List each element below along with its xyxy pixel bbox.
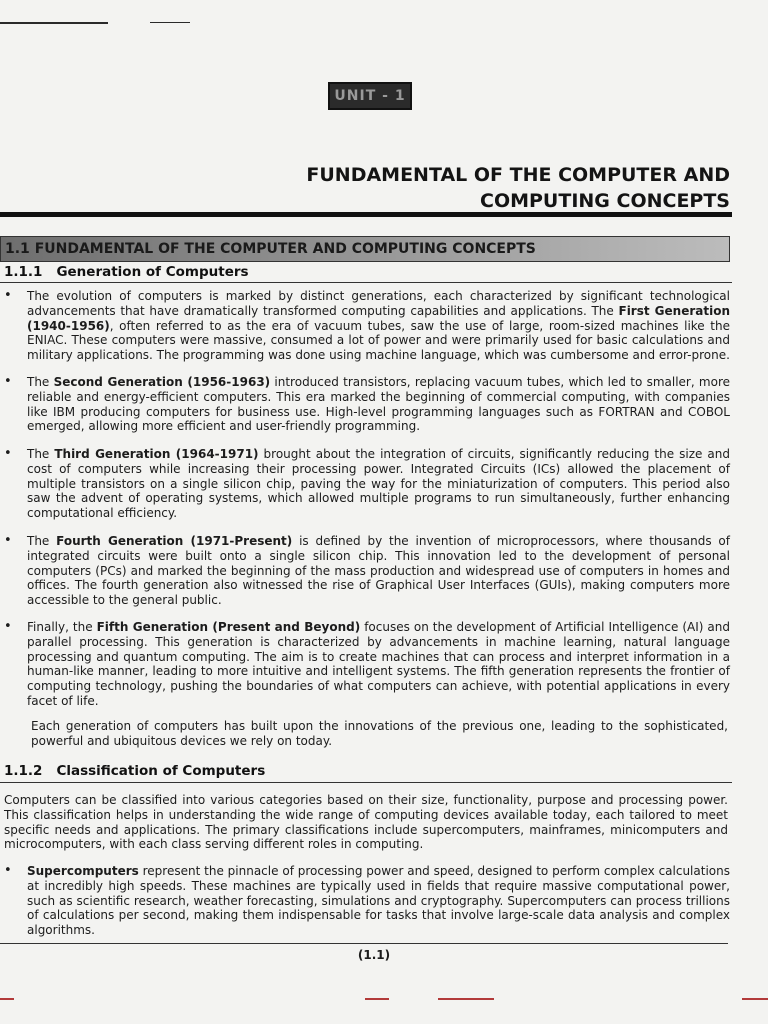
subsection-number: 1.1.2: [4, 763, 43, 779]
bottom-edge-mark: [438, 998, 494, 1000]
subsection-heading: [4, 264, 249, 280]
list-item: [0, 864, 730, 938]
unit-badge: UNIT - 1: [328, 82, 412, 110]
list-item-text: Supercomputers represent the pinnacle of processing power and speed, designed to perform complex calculations at incredibly high speeds. These machines are typically used in fields that require massive computational power, such as scientific research, weather forecasting, simulations and cryptography. Supercomputers can process trillions of calculations per second, making them indispensable for tasks that involve large-scale data analysis and complex algorithms.: [27, 864, 730, 938]
section-heading: [0, 236, 730, 262]
subsection-number: 1.1.1: [4, 264, 43, 280]
bottom-edge-mark: [742, 998, 768, 1000]
section-number: 1.1: [5, 241, 30, 257]
list-item-text: The evolution of computers is marked by distinct generations, each characterized by significant technological advancements that have dramatically transformed computing capabilities and applications. The First Generation (1940-1956), often referred to as the era of vacuum tubes, saw the use of large, room-sized machines like the ENIAC. These computers were massive, consumed a lot of power and were primarily used for basic calculations and military applications. The programming was done using machine language, which was cumbersome and error-prone.: [27, 289, 730, 363]
list-item-text: The Fourth Generation (1971-Present) is defined by the invention of microprocessors, where thousands of integrated circuits were built onto a single silicon chip. This innovation led to the development of personal computers (PCs) and marked the beginning of the mass production and widespread use of computers in homes and offices. The fourth generation also witnessed the rise of Graphical User Interfaces (GUIs), making computers more accessible to the general public.: [27, 534, 730, 608]
list-item: [0, 447, 730, 521]
subsection-rule: [0, 282, 732, 283]
bottom-edge-mark: [0, 998, 14, 1000]
subsection-rule: [0, 782, 732, 783]
top-edge-line: [150, 22, 190, 23]
bullet-icon: •: [4, 619, 12, 634]
list-item: [0, 534, 730, 608]
bullet-icon: •: [4, 863, 12, 878]
bullet-icon: •: [4, 288, 12, 303]
subsection-heading: [4, 763, 265, 779]
list-item: [0, 289, 730, 363]
section-title: FUNDAMENTAL OF THE COMPUTER AND COMPUTING CONCEPTS: [34, 241, 536, 257]
page-title-line1: FUNDAMENTAL OF THE COMPUTER AND: [306, 164, 730, 186]
intro-paragraph: Computers can be classified into various categories based on their size, functionality, purpose and processing power. This classification helps in understanding the wide range of computing devices available today, each tailored to meet specific needs and applications. The primary classifications include supercomputers, mainframes, minicomputers and microcomputers, with each class serving different roles in computing.: [4, 793, 728, 852]
footer-rule: [0, 943, 728, 944]
list-item: [0, 620, 730, 709]
bottom-edge-mark: [365, 998, 389, 1000]
title-rule: [0, 212, 732, 217]
subsection-title: Generation of Computers: [56, 264, 249, 280]
page-number: (1.1): [357, 948, 391, 962]
closing-paragraph: Each generation of computers has built upon the innovations of the previous one, leading to the sophisticated, powerful and ubiquitous devices we rely on today.: [31, 719, 728, 748]
bullet-icon: •: [4, 446, 12, 461]
subsection-title: Classification of Computers: [56, 763, 266, 779]
bullet-icon: •: [4, 374, 12, 389]
list-item-text: The Second Generation (1956-1963) introduced transistors, replacing vacuum tubes, which led to smaller, more reliable and energy-efficient computers. This era marked the beginning of commercial computing, with companies like IBM producing computers for business use. High-level programming languages such as FORTRAN and COBOL emerged, allowing more efficient and user-friendly programming.: [27, 375, 730, 434]
list-item-text: The Third Generation (1964-1971) brought about the integration of circuits, significantly reducing the size and cost of computers while increasing their processing power. Integrated Circuits (ICs) allowed the placement of multiple transistors on a single silicon chip, paving the way for the miniaturization of computers. This period also saw the advent of operating systems, which allowed multiple programs to run simultaneously, further enhancing computational efficiency.: [27, 447, 730, 521]
list-item-text: Finally, the Fifth Generation (Present and Beyond) focuses on the development of Artificial Intelligence (AI) and parallel processing. This generation is characterized by advancements in machine learning, natural language processing and quantum computing. The aim is to create machines that can process and interpret information in a human-like manner, leading to more intuitive and intelligent systems. The fifth generation represents the frontier of computing technology, pushing the boundaries of what computers can achieve, with potential applications in every facet of life.: [27, 620, 730, 708]
top-edge-line: [0, 22, 108, 24]
page-title-line2: COMPUTING CONCEPTS: [480, 190, 730, 212]
page-title: [210, 162, 730, 214]
bullet-icon: •: [4, 533, 12, 548]
list-item: [0, 375, 730, 434]
